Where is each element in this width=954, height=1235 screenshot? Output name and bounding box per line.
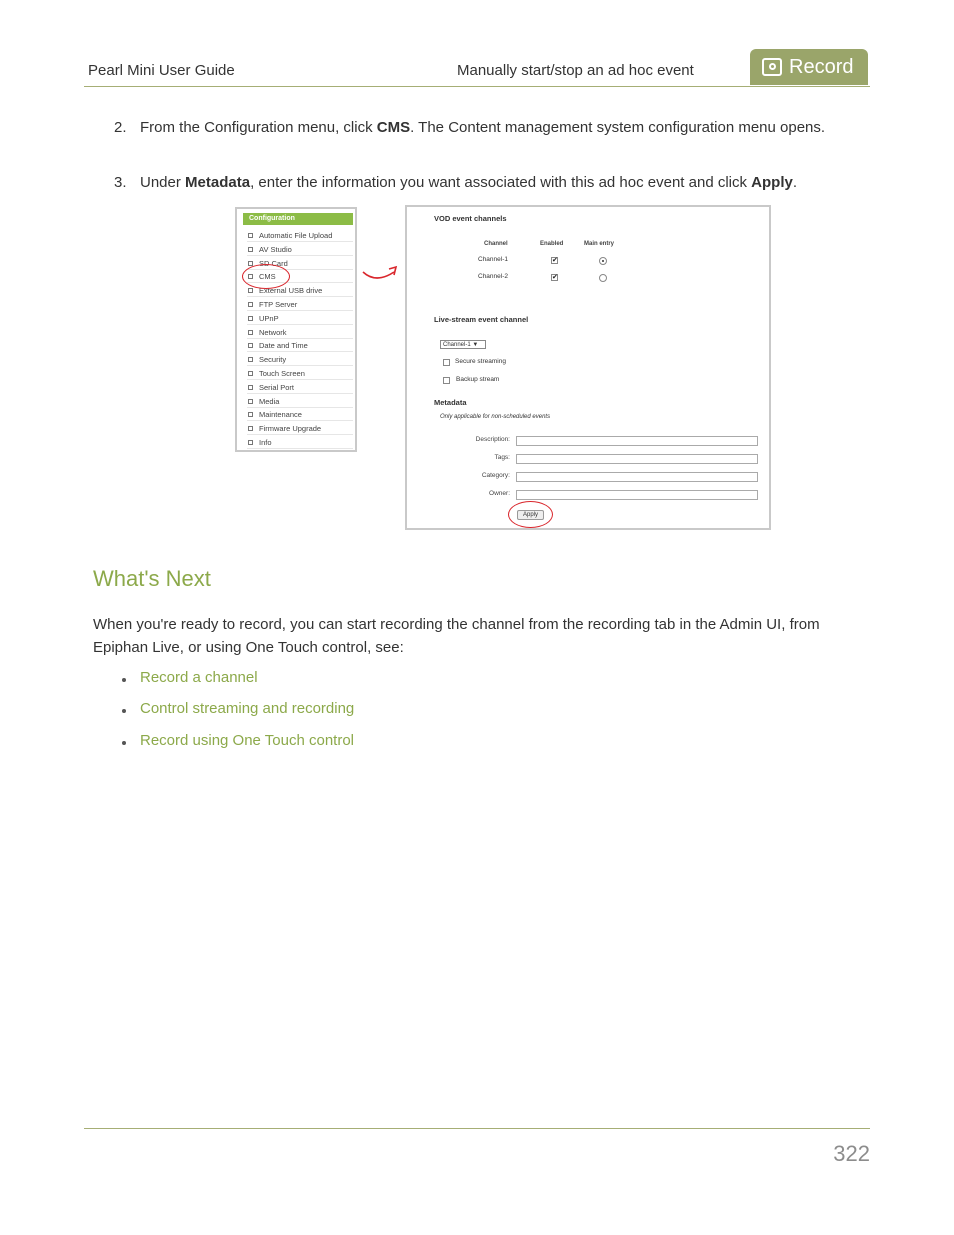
square-bullet-icon — [248, 288, 253, 293]
config-menu-item[interactable] — [247, 408, 353, 421]
channel-2-enabled-checkbox[interactable]: ✔ — [552, 274, 558, 281]
config-menu-item[interactable] — [247, 422, 353, 435]
whats-next-paragraph: When you're ready to record, you can start recording the channel from the recording tab in the Admin UI, from Epiphan Live, or using One Touch control, see: — [93, 616, 820, 656]
config-menu-item[interactable] — [247, 229, 353, 242]
configuration-menu — [235, 207, 357, 452]
square-bullet-icon — [248, 440, 253, 445]
square-bullet-icon — [248, 302, 253, 307]
list-item — [122, 732, 422, 752]
step-text: From the Configuration menu, click CMS. The Content management system configuration menu opens. — [140, 119, 826, 136]
category-input[interactable] — [516, 472, 758, 482]
vod-title: VOD event channels — [434, 214, 507, 223]
config-menu-item-label: Serial Port — [259, 382, 295, 392]
config-menu-item-label: Touch Screen — [259, 369, 305, 378]
square-bullet-icon — [248, 357, 253, 362]
secure-streaming-label: Secure streaming — [455, 358, 506, 365]
step-number: 3. — [114, 174, 127, 191]
owner-input[interactable] — [516, 490, 758, 500]
step-2 — [114, 116, 854, 162]
config-menu-item-label: Media — [259, 396, 280, 406]
square-bullet-icon — [248, 371, 253, 376]
square-bullet-icon — [248, 330, 253, 335]
square-bullet-icon — [248, 343, 253, 348]
category-label: Category: — [481, 472, 510, 479]
bullet-icon — [122, 678, 126, 682]
record-tab-label: Record — [789, 55, 854, 78]
channel-1-enabled-checkbox[interactable]: ✔ — [552, 257, 558, 264]
curved-arrow-icon — [360, 262, 402, 284]
config-menu-item-label: Firmware Upgrade — [259, 424, 322, 434]
col-enabled: Enabled — [540, 241, 564, 247]
channel-1-label: Channel-1 — [478, 256, 508, 263]
record-icon — [762, 58, 782, 76]
square-bullet-icon — [248, 233, 253, 238]
step-number: 2. — [114, 119, 127, 136]
channel-2-main-radio[interactable] — [599, 274, 607, 282]
config-menu-item[interactable] — [247, 353, 353, 366]
whats-next-heading: What's Next — [93, 566, 211, 591]
bullet-icon — [122, 741, 126, 745]
config-menu-item-label: Automatic File Upload — [259, 231, 333, 240]
metadata-title: Metadata — [434, 398, 467, 407]
config-menu-item-label: Network — [259, 327, 287, 337]
guide-title: Pearl Mini User Guide — [88, 62, 235, 79]
section-title: Manually start/stop an ad hoc event — [457, 62, 694, 79]
config-menu-item[interactable] — [247, 312, 353, 325]
live-stream-title: Live-stream event channel — [434, 315, 529, 324]
square-bullet-icon — [248, 426, 253, 431]
link-record-using-one-touch-control[interactable]: Record using One Touch control — [140, 732, 355, 749]
bold-cms: CMS — [376, 119, 411, 136]
description-input[interactable] — [516, 436, 758, 446]
secure-streaming-checkbox[interactable] — [443, 359, 450, 366]
config-menu-item[interactable] — [247, 298, 353, 311]
square-bullet-icon — [248, 412, 253, 417]
record-tab[interactable] — [750, 49, 868, 85]
link-control-streaming-and-recording[interactable]: Control streaming and recording — [140, 700, 355, 717]
config-menu-item-label: SD Card — [259, 258, 288, 268]
channel-2-label: Channel-2 — [478, 273, 508, 280]
step-text: Under Metadata, enter the information you want associated with this ad hoc event and click Apply. — [140, 174, 798, 191]
page-number: 322 — [833, 1141, 870, 1166]
backup-stream-checkbox[interactable] — [443, 377, 450, 384]
config-menu-item[interactable] — [247, 243, 353, 256]
square-bullet-icon — [248, 385, 253, 390]
config-menu-item-label: Security — [259, 355, 287, 365]
header-rule — [84, 86, 870, 87]
backup-stream-label: Backup stream — [456, 376, 500, 383]
config-menu-item-label: CMS — [259, 272, 276, 282]
cms-configuration-panel — [405, 205, 771, 530]
square-bullet-icon — [248, 247, 253, 252]
description-label: Description: — [475, 436, 510, 443]
config-menu-item-label: FTP Server — [259, 300, 298, 309]
config-menu-item-label: Info — [259, 438, 272, 447]
metadata-note: Only applicable for non-scheduled events — [440, 414, 551, 420]
channel-1-main-radio[interactable] — [599, 257, 607, 265]
col-channel: Channel — [484, 241, 508, 247]
list-item — [122, 700, 422, 720]
config-menu-item[interactable] — [247, 381, 353, 394]
footer-rule — [84, 1128, 870, 1129]
tags-input[interactable] — [516, 454, 758, 464]
tags-label: Tags: — [494, 454, 510, 461]
col-main-entry: Main entry — [584, 241, 615, 247]
step-3 — [114, 171, 854, 194]
configuration-heading: Configuration — [243, 213, 353, 225]
config-menu-item[interactable] — [247, 395, 353, 408]
owner-label: Owner: — [489, 490, 510, 497]
list-item — [122, 669, 422, 689]
bullet-icon — [122, 709, 126, 713]
config-menu-item-label: Date and Time — [259, 341, 308, 351]
square-bullet-icon — [248, 261, 253, 266]
bold-apply: Apply — [751, 174, 793, 191]
apply-button[interactable]: Apply — [517, 510, 544, 520]
link-record-a-channel[interactable]: Record a channel — [140, 669, 258, 686]
square-bullet-icon — [248, 399, 253, 404]
config-menu-item-label: AV Studio — [259, 244, 292, 254]
config-menu-item[interactable] — [247, 436, 353, 449]
config-menu-item[interactable] — [247, 326, 353, 339]
config-menu-item-label: External USB drive — [259, 286, 323, 296]
config-menu-item[interactable] — [247, 367, 353, 380]
config-menu-item-label: Maintenance — [259, 410, 302, 420]
square-bullet-icon — [248, 316, 253, 321]
config-menu-item[interactable] — [247, 339, 353, 352]
highlight-circle-apply — [508, 501, 553, 528]
live-channel-select[interactable]: Channel-1 ▼ — [440, 340, 486, 349]
config-menu-item-label: UPnP — [259, 313, 279, 323]
bold-metadata: Metadata — [185, 174, 251, 191]
highlight-circle-cms — [242, 264, 290, 289]
